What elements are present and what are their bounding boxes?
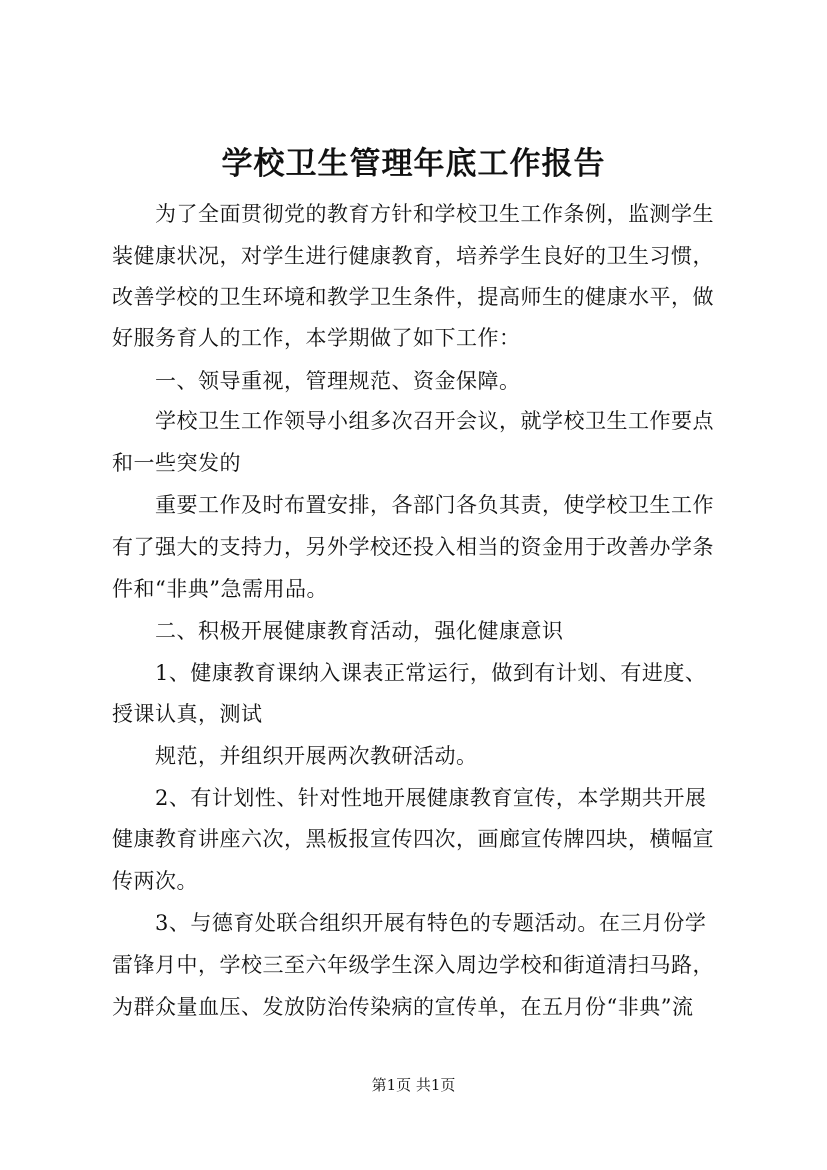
- body-line: 件和“非典”急需用品。: [112, 577, 328, 601]
- body-line: 学校卫生工作领导小组多次召开会议，就学校卫生工作要点: [155, 409, 714, 433]
- body-line: 和一些突发的: [112, 451, 241, 475]
- page-number-footer: 第1页 共1页: [371, 1076, 456, 1094]
- body-line: 2、有计划性、针对性地开展健康教育宣传，本学期共开展: [155, 786, 707, 810]
- section-heading: 二、积极开展健康教育活动，强化健康意识: [155, 619, 564, 643]
- body-line: 规范，并组织开展两次教研活动。: [155, 744, 478, 768]
- section-heading: 一、领导重视，管理规范、资金保障。: [155, 369, 521, 393]
- body-line: 重要工作及时布置安排，各部门各负其责，使学校卫生工作: [155, 493, 714, 517]
- body-line: 1、健康教育课纳入课表正常运行，做到有计划、有进度、: [155, 661, 707, 685]
- body-line: 改善学校的卫生环境和教学卫生条件，提高师生的健康水平，做: [112, 285, 714, 309]
- document-title: 学校卫生管理年底工作报告: [221, 146, 606, 182]
- body-line: 3、与德育处联合组织开展有特色的专题活动。在三月份学: [155, 911, 707, 935]
- body-line: 好服务育人的工作，本学期做了如下工作：: [112, 326, 521, 350]
- body-line: 有了强大的支持力，另外学校还投入相当的资金用于改善办学条: [112, 535, 714, 559]
- body-line: 装健康状况，对学生进行健康教育，培养学生良好的卫生习惯，: [112, 244, 714, 268]
- body-line: 传两次。: [112, 869, 198, 893]
- body-line: 授课认真，测试: [112, 702, 263, 726]
- body-line: 雷锋月中，学校三至六年级学生深入周边学校和街道清扫马路，: [112, 953, 714, 977]
- body-line: 为群众量血压、发放防治传染病的宣传单，在五月份“非典”流: [112, 995, 694, 1019]
- body-line: 健康教育讲座六次，黑板报宣传四次，画廊宣传牌四块，横幅宣: [112, 827, 714, 851]
- body-line: 为了全面贯彻党的教育方针和学校卫生工作条例，监测学生: [155, 202, 714, 226]
